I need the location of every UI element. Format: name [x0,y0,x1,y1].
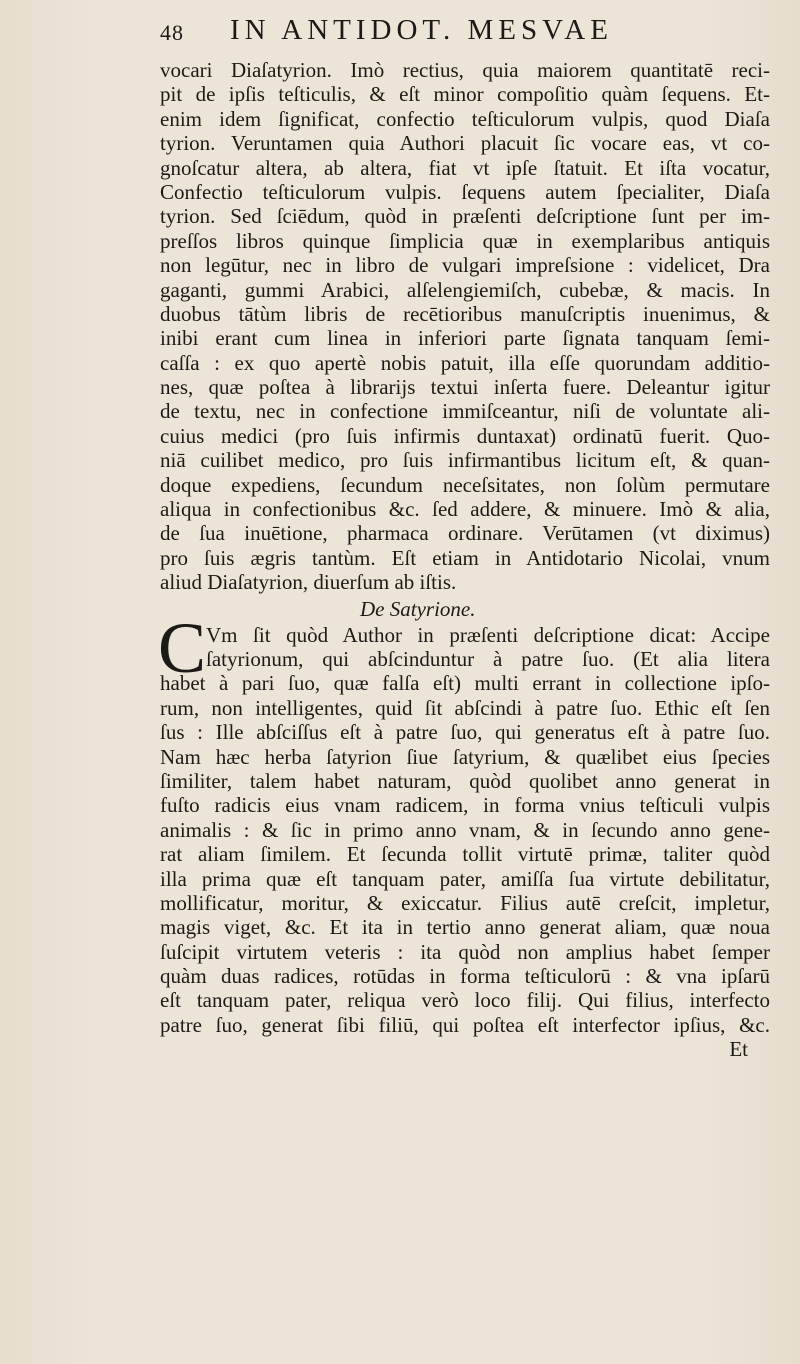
text-line: ſus : Ille abſciſſus eſt à patre ſuo, qui generatus eſt à patre ſuo. [160,720,770,745]
main-text [160,58,770,1061]
text-line: vocari Diaſatyrion. Imò rectius, quia maiorem quantitatē reci- [160,58,770,82]
section-title: De Satyrione. [360,596,476,621]
text-line: de ſua inuētione, pharmaca ordinare. Verūtamen (vt diximus) [160,521,770,546]
text-line: magis viget, &c. Et ita in tertio anno generat aliam, quæ noua [160,915,770,940]
text-line: niā cuilibet medico, pro ſuis infirmantibus licitum eſt, & quan- [160,448,770,473]
text-line: rum, non intelligentes, quid ſit abſcindi à patre ſuo. Ethic eſt ſen [160,695,770,720]
text-line: pit de ipſis teſticulis, & eſt minor compoſitio quàm ſequens. Et- [160,82,770,107]
text-line: caſſa : ex quo apertè nobis patuit, illa eſſe quorundam additio- [160,350,770,375]
text-line: gaganti, gummi Arabici, alſelengiemiſch, cubebæ, & macis. In [160,277,770,302]
text-line: tyrion. Sed ſciēdum, quòd in præſenti deſcriptione ſunt per im- [160,204,770,229]
text-line: Confectio teſticulorum vulpis. ſequens autem ſpecialiter, Diaſa [160,179,770,204]
text-line: ſatyrionum, qui abſcinduntur à patre ſuo. (Et alia litera [206,646,770,671]
text-line: illa prima quæ eſt tanquam pater, amiſſa ſua virtute debilitatur, [160,866,770,891]
text-line: ſuſcipit virtutem veteris : ita quòd non amplius habet ſemper [160,939,770,964]
text-line: doque expediens, ſecundum neceſsitates, non ſolùm permutare [160,472,770,497]
text-line: Nam hæc herba ſatyrion ſiue ſatyrium, & quælibet eius ſpecies [160,744,770,769]
text-line: gnoſcatur altera, ab altera, fiat vt ipſe ſtatuit. Et iſta vocatur, [160,155,770,180]
text-line: aliqua in confectionibus &c. ſed addere, & minuere. Imò & alia, [160,497,770,522]
page-number: 48 [160,20,184,45]
text-line: duobus tātùm libris de recētioribus manuſcriptis inuenimus, & [160,301,770,326]
text-line: rat aliam ſimilem. Et ſecunda tollit virtutē primæ, taliter quòd [160,842,770,867]
text-line: animalis : & ſic in primo anno vnam, & in ſecundo anno gene- [160,817,770,842]
text-line: enim idem ſignificat, confectio teſticulorum vulpis, quod Diaſa [160,106,770,131]
text-line: nes, quæ poſtea à librarijs textui inſerta fuere. Deleantur igitur [160,375,770,400]
text-line: habet à pari ſuo, quæ falſa eſt) multi errant in collectione ipſo- [160,671,770,696]
text-line: tyrion. Veruntamen quia Authori placuit ſic vocare eas, vt co- [160,131,770,156]
running-head: IN ANTIDOT. MESVAE [230,14,613,46]
text-line: eſt tanquam pater, reliqua verò loco filij. Qui filius, interfecto [160,988,770,1013]
paragraph-1 [160,58,770,595]
text-line: quàm duas radices, rotūdas in forma teſticulorū : & vna ipſarū [160,964,770,989]
text-line: de textu, nec in confectione immiſceantur, niſi de voluntate ali- [160,399,770,424]
text-line: aliud Diaſatyrion, diuerſum ab iſtis. [160,570,457,595]
text-line: cuius medici (pro ſuis infirmis duntaxat) ordinatū fuerit. Quo- [160,423,770,448]
text-line: ſimiliter, talem habet naturam, quòd quolibet anno generat in [160,768,770,793]
page-header [160,14,770,54]
catchword: Et [729,1037,748,1062]
text-line: inibi erant cum linea in inferiori parte ſignata tanquam ſemi- [160,326,770,351]
text-line: non legūtur, nec in libro de vulgari impreſsione : videlicet, Dra [160,253,770,278]
text-line: fuſto radicis eius vnam radicem, in forma vnius teſticuli vulpis [160,793,770,818]
text-line: preſſos libros quinque ſimplicia quæ in exemplaribus antiquis [160,228,770,253]
text-line: Vm ſit quòd Author in præſenti deſcriptione dicat: Accipe [206,622,770,647]
text-line: mollificatur, moritur, & exiccatur. Filius autē creſcit, impletur, [160,890,770,915]
drop-cap: C [158,607,207,688]
text-line: pro ſuis ægris tantùm. Eſt etiam in Antidotario Nicolai, vnum [160,545,770,570]
text-line: patre ſuo, generat ſibi filiū, qui poſtea eſt interfector ipſius, &c. [160,1012,770,1037]
